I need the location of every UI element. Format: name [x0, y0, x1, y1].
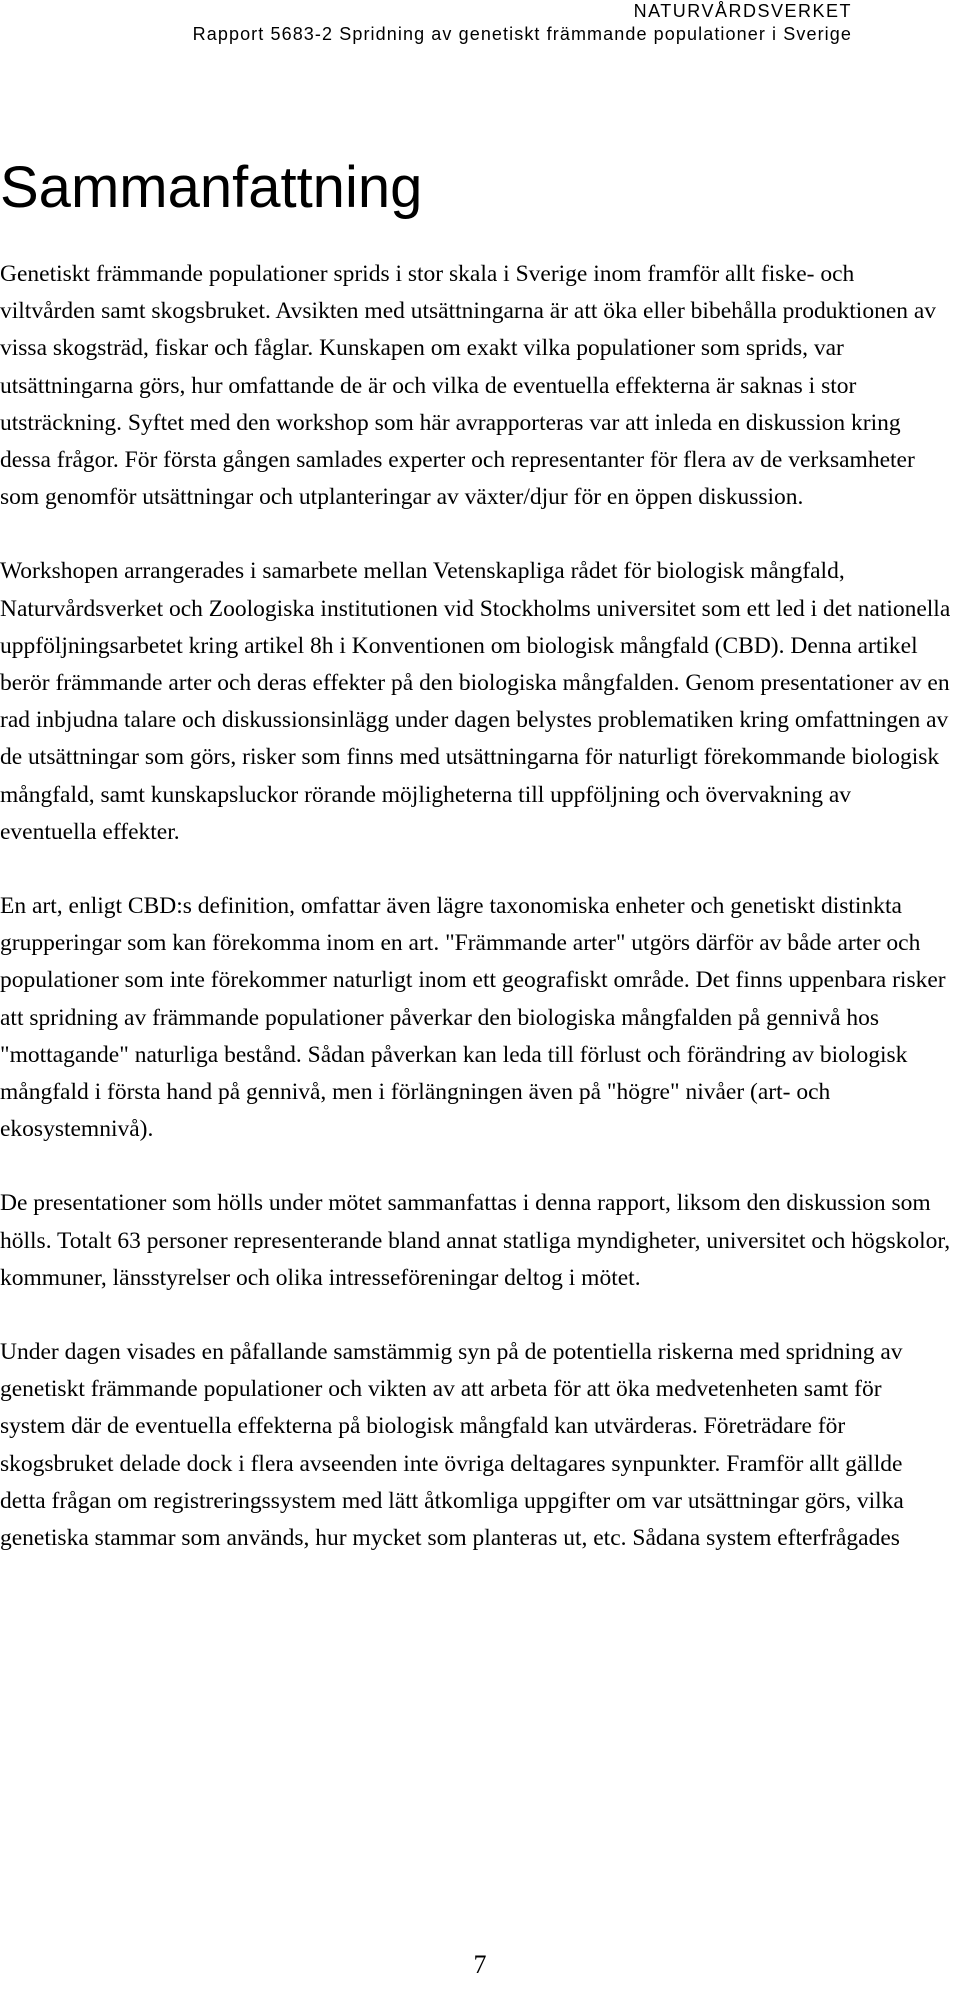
- paragraph-definition: En art, enligt CBD:s definition, omfattar även lägre taxonomiska enheter och genetiskt distinkta grupperingar som kan förekomma inom en art. "Främmande arter" utgörs därför av både arter och populationer som inte förekommer naturligt inom ett geografiskt område. Det finns uppenbara risker att spridning av främmande populationer påverkar den biologiska mångfalden på gennivå hos "mottagande" naturliga bestånd. Sådan påverkan kan leda till förlust och förändring av biologisk mångfald i första hand på gennivå, men i förlängningen även på "högre" nivåer (art- och ekosystemnivå).: [0, 893, 946, 1143]
- running-header: [193, 0, 852, 46]
- header-organization: NATURVÅRDSVERKET: [633, 1, 852, 21]
- page-number: 7: [473, 1950, 487, 1979]
- header-report-title: Rapport 5683-2 Spridning av genetiskt främmande populationer i Sverige: [192, 24, 852, 44]
- paragraph-conclusions: Under dagen visades en påfallande samstämmig syn på de potentiella riskerna med spridning av genetiskt främmande populationer och vikten av att arbeta för att öka medvetenheten samt för system där de eventuella effekterna på biologisk mångfald kan utvärderas. Företrädare för skogsbruket delade dock i flera avseenden inte övriga deltagares synpunkter. Framför allt gällde detta frågan om registreringssystem med lätt åtkomliga uppgifter om var utsättningar görs, vilka genetiska stammar som används, hur mycket som planteras ut, etc. Sådana system efterfrågades: [0, 1339, 904, 1552]
- body-text: [0, 256, 952, 1594]
- page-title: Sammanfattning: [0, 155, 423, 220]
- paragraph-intro: Genetiskt främmande populationer sprids i stor skala i Sverige inom framför allt fiske- och viltvården samt skogsbruket. Avsikten med utsättningarna är att öka eller bibehålla produktionen av vissa skogsträd, fiskar och fåglar. Kunskapen om exakt vilka populationer som sprids, var utsättningarna görs, hur omfattande de är och vilka de eventuella effekterna är saknas i stor utsträckning. Syftet med den workshop som här avrapporteras var att inleda en diskussion kring dessa frågor. För första gången samlades experter och representanter för flera av de verksamheter som genomför utsättningar och utplanteringar av växter/djur för en öppen diskussion.: [0, 261, 937, 511]
- paragraph-presentations: De presentationer som hölls under mötet sammanfattas i denna rapport, liksom den diskussion som hölls. Totalt 63 personer representerande bland annat statliga myndigheter, universitet och högskolor, kommuner, länsstyrelser och olika intresseföreningar deltog i mötet.: [0, 1190, 951, 1291]
- paragraph-workshop: Workshopen arrangerades i samarbete mellan Vetenskapliga rådet för biologisk mångfald, Naturvårdsverket och Zoologiska institutionen vid Stockholms universitet som ett led i det nationella uppföljningsarbetet kring artikel 8h i Konventionen om biologisk mångfald (CBD). Denna artikel berör främmande arter och deras effekter på den biologiska mångfalden. Genom presentationer av en rad inbjudna talare och diskussionsinlägg under dagen belystes problematiken kring omfattningen av de utsättningar som görs, risker som finns med utsättningarna för naturligt förekommande biologisk mångfald, samt kunskapsluckor rörande möjligheterna till uppföljning och övervakning av eventuella effekter.: [0, 558, 951, 845]
